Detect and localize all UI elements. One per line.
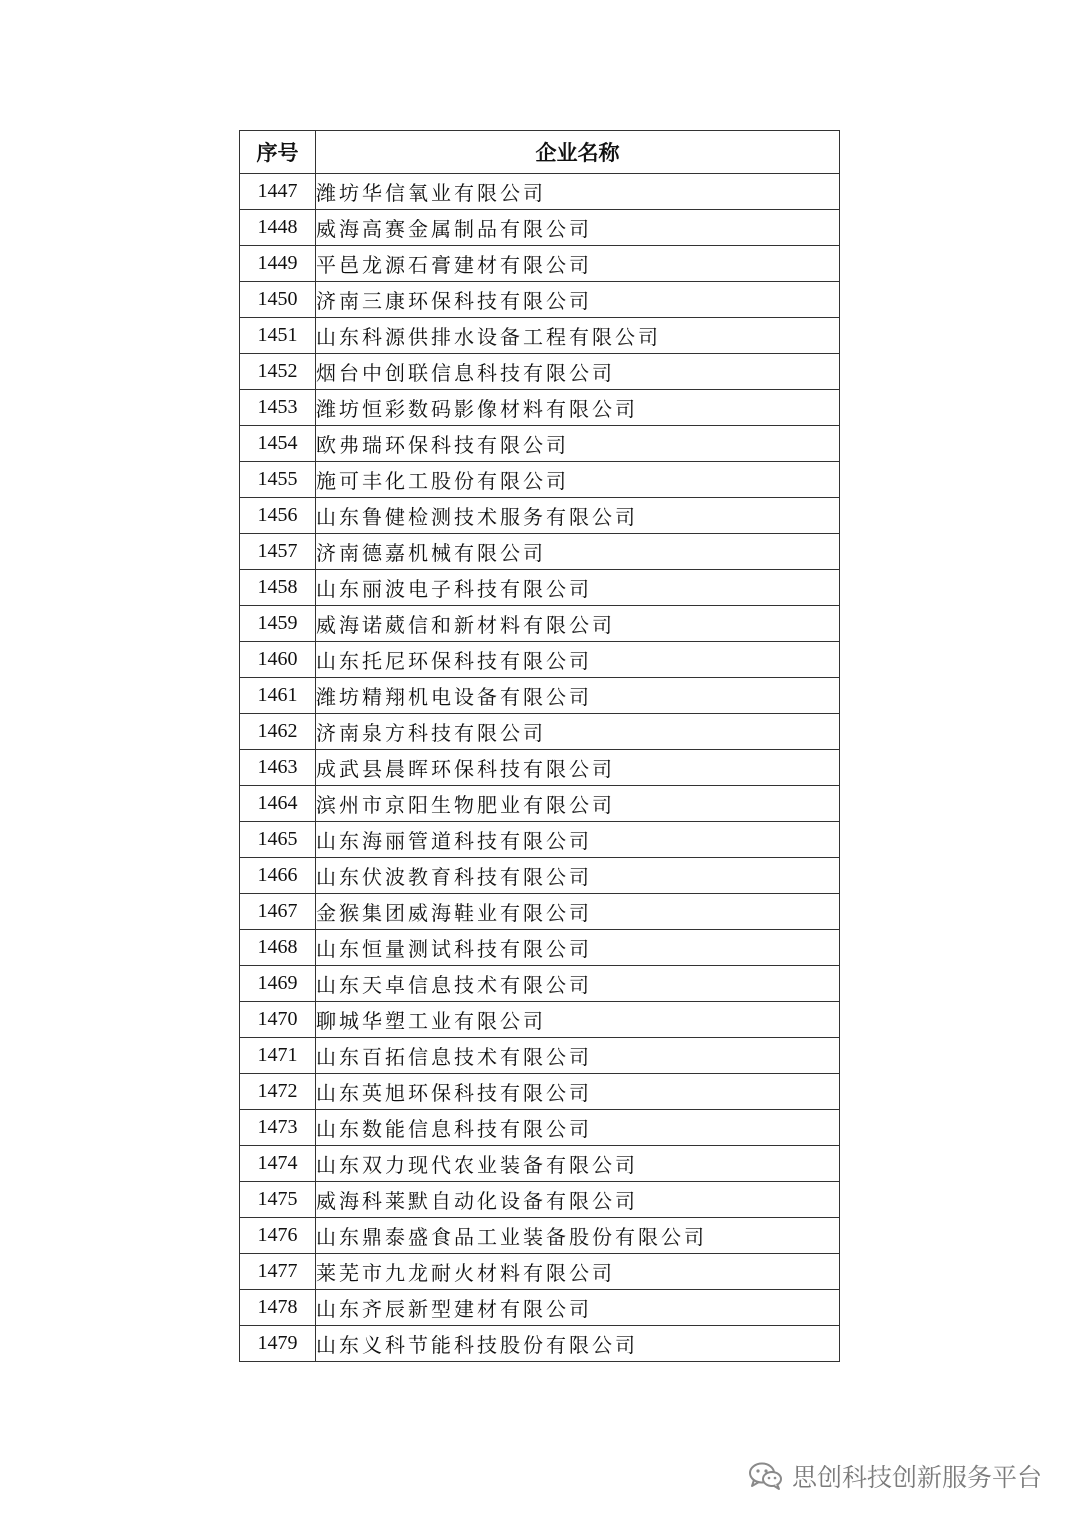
wechat-icon [748,1461,784,1491]
row-index: 1463 [240,750,316,786]
row-index: 1474 [240,1146,316,1182]
row-index: 1455 [240,462,316,498]
row-index: 1471 [240,1038,316,1074]
row-company-name: 滨州市京阳生物肥业有限公司 [316,786,840,822]
table-row [240,1002,840,1038]
row-company-name: 威海高赛金属制品有限公司 [316,210,840,246]
row-index: 1470 [240,1002,316,1038]
table-row [240,714,840,750]
enterprise-table [239,130,840,1362]
table-row [240,678,840,714]
row-index: 1469 [240,966,316,1002]
table-row [240,174,840,210]
row-index: 1458 [240,570,316,606]
table-row [240,246,840,282]
row-index: 1479 [240,1326,316,1362]
row-index: 1476 [240,1218,316,1254]
row-company-name: 山东伏波教育科技有限公司 [316,858,840,894]
row-index: 1472 [240,1074,316,1110]
row-index: 1457 [240,534,316,570]
row-index: 1478 [240,1290,316,1326]
row-index: 1466 [240,858,316,894]
table-row [240,1146,840,1182]
table-row [240,750,840,786]
row-company-name: 山东丽波电子科技有限公司 [316,570,840,606]
row-index: 1475 [240,1182,316,1218]
row-index: 1453 [240,390,316,426]
row-company-name: 潍坊华信氧业有限公司 [316,174,840,210]
row-company-name: 山东恒量测试科技有限公司 [316,930,840,966]
header-name: 企业名称 [316,131,840,174]
table-row [240,966,840,1002]
table-row [240,282,840,318]
row-company-name: 山东鲁健检测技术服务有限公司 [316,498,840,534]
row-index: 1467 [240,894,316,930]
watermark-text: 思创科技创新服务平台 [791,1463,1042,1492]
row-company-name: 施可丰化工股份有限公司 [316,462,840,498]
table-body [240,174,840,1362]
row-index: 1462 [240,714,316,750]
table-row [240,570,840,606]
row-index: 1451 [240,318,316,354]
row-company-name: 威海科莱默自动化设备有限公司 [316,1182,840,1218]
table-row [240,1074,840,1110]
table-row [240,390,840,426]
row-index: 1450 [240,282,316,318]
row-index: 1454 [240,426,316,462]
row-index: 1460 [240,642,316,678]
row-company-name: 山东托尼环保科技有限公司 [316,642,840,678]
watermark [748,1456,1042,1496]
row-index: 1473 [240,1110,316,1146]
row-company-name: 山东鼎泰盛食品工业装备股份有限公司 [316,1218,840,1254]
row-company-name: 山东百拓信息技术有限公司 [316,1038,840,1074]
row-company-name: 济南德嘉机械有限公司 [316,534,840,570]
row-company-name: 山东英旭环保科技有限公司 [316,1074,840,1110]
table-row [240,534,840,570]
row-company-name: 欧弗瑞环保科技有限公司 [316,426,840,462]
row-index: 1464 [240,786,316,822]
table-row [240,1254,840,1290]
row-company-name: 山东海丽管道科技有限公司 [316,822,840,858]
row-company-name: 金猴集团威海鞋业有限公司 [316,894,840,930]
header-index: 序号 [240,131,316,174]
row-company-name: 山东义科节能科技股份有限公司 [316,1326,840,1362]
row-company-name: 成武县晨晖环保科技有限公司 [316,750,840,786]
row-index: 1477 [240,1254,316,1290]
row-company-name: 山东双力现代农业装备有限公司 [316,1146,840,1182]
row-company-name: 山东数能信息科技有限公司 [316,1110,840,1146]
table-row [240,1038,840,1074]
row-company-name: 平邑龙源石膏建材有限公司 [316,246,840,282]
row-index: 1465 [240,822,316,858]
table-row [240,498,840,534]
table-row [240,858,840,894]
row-index: 1468 [240,930,316,966]
row-company-name: 莱芜市九龙耐火材料有限公司 [316,1254,840,1290]
row-company-name: 济南泉方科技有限公司 [316,714,840,750]
row-company-name: 聊城华塑工业有限公司 [316,1002,840,1038]
row-company-name: 山东天卓信息技术有限公司 [316,966,840,1002]
table-row [240,210,840,246]
row-company-name: 山东科源供排水设备工程有限公司 [316,318,840,354]
row-company-name: 山东齐辰新型建材有限公司 [316,1290,840,1326]
row-index: 1447 [240,174,316,210]
row-company-name: 潍坊恒彩数码影像材料有限公司 [316,390,840,426]
table-row [240,930,840,966]
table-row [240,894,840,930]
table-row [240,822,840,858]
row-index: 1459 [240,606,316,642]
table-row [240,606,840,642]
table-header-row [240,131,840,174]
row-company-name: 潍坊精翔机电设备有限公司 [316,678,840,714]
table-row [240,786,840,822]
table-row [240,426,840,462]
table-row [240,318,840,354]
table-row [240,1182,840,1218]
row-index: 1452 [240,354,316,390]
row-company-name: 烟台中创联信息科技有限公司 [316,354,840,390]
row-company-name: 威海诺葳信和新材料有限公司 [316,606,840,642]
row-index: 1461 [240,678,316,714]
table-row [240,1218,840,1254]
row-index: 1456 [240,498,316,534]
table-row [240,1326,840,1362]
table-row [240,1290,840,1326]
table-row [240,1110,840,1146]
row-index: 1449 [240,246,316,282]
table-row [240,642,840,678]
table-row [240,462,840,498]
row-company-name: 济南三康环保科技有限公司 [316,282,840,318]
table-row [240,354,840,390]
row-index: 1448 [240,210,316,246]
